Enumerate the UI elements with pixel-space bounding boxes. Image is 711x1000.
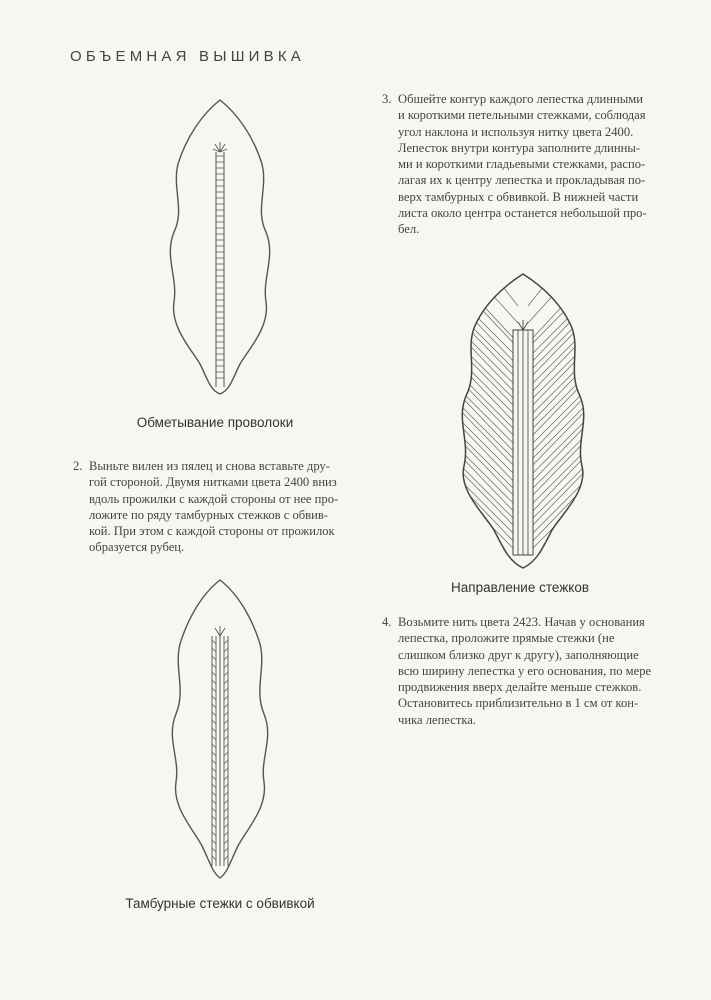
caption-stitch-direction: Направление стежков <box>451 580 589 595</box>
step-2-text: Выньте вилен из пялец и снова вставьте дру- гой стороной. Двумя нитками цвета 2400 вниз вдоль прожилки с каждой стороны от нее про- ложите по ряду тамбурных стежков с обвив- кой. При этом с каждой стороны от прожилок образуется рубец. <box>89 459 339 555</box>
figure-leaf-chain-whip <box>150 574 290 884</box>
step-3-text: Обшейте контур каждого лепестка длинными и короткими петельными стежками, соблюдая угол наклона и используя нитку цвета 2400. Лепесток внутри контура заполните длинны- ми и короткими гладьевыми стежками, распо- лагая их к центру лепестка и прокладывая по- верх тамбурных с обвивкой. В нижней части листа около центра останется небольшой про- бел. <box>398 92 647 237</box>
step-2-number: 2. <box>73 459 83 473</box>
figure-leaf-stitch-direction <box>448 268 598 573</box>
central-vein <box>513 320 533 555</box>
step-2 <box>73 458 357 556</box>
step-3-number: 3. <box>382 92 392 106</box>
chain-stitch-rows <box>212 626 228 866</box>
figure-leaf-wire-overcast <box>150 92 290 402</box>
step-4-number: 4. <box>382 615 392 629</box>
step-4-text: Возьмите нить цвета 2423. Начав у основания лепестка, проложите прямые стежки (не слишком близко друг к другу), заполняющие всю ширину лепестка у его основания, по мере продвижения вверх делайте меньше стежков. Остановитесь приблизительно в 1 см от кон- чика лепестка. <box>398 615 652 727</box>
caption-chain-whip: Тамбурные стежки с обвивкой <box>125 896 315 911</box>
page-header: ОБЪЕМНАЯ ВЫШИВКА <box>70 48 305 65</box>
wire-stem <box>213 142 227 387</box>
caption-wire-overcast: Обметывание проволоки <box>136 415 294 430</box>
step-3 <box>382 91 661 238</box>
step-4 <box>382 614 661 728</box>
